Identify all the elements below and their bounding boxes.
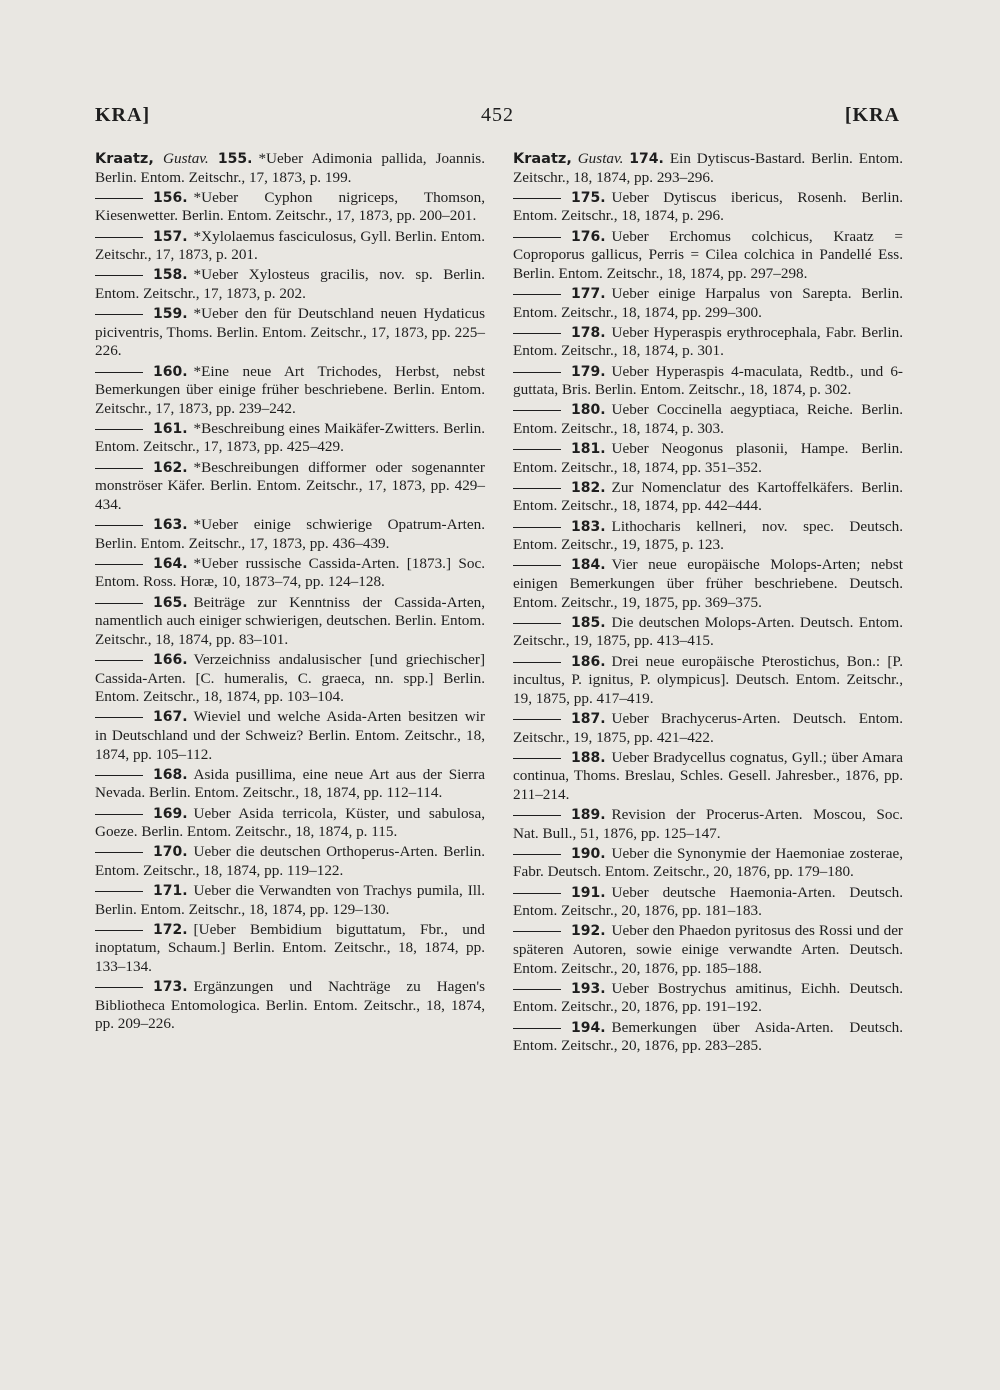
ditto-dash xyxy=(95,198,143,199)
entry-number: 165. xyxy=(153,594,188,611)
entry-text: Ueber Hyperaspis 4-maculata, Redtb., und 6-guttata, Bris. Berlin. Entom. Zeitschr., 18, 1874, p. 302. xyxy=(513,362,903,399)
entry-text: Ueber einige Harpalus von Sarepta. Berlin. Entom. Zeitschr., 18, 1874, pp. 299–300. xyxy=(513,284,903,321)
bibliography-entry xyxy=(513,653,903,709)
entry-number: 175. xyxy=(571,189,606,206)
bibliography-entry xyxy=(513,710,903,747)
entry-number: 164. xyxy=(153,555,188,572)
entry-text: *Beschreibungen difformer oder sogenannter monströser Käfer. Berlin. Entom. Zeitschr., 17, 1873, pp. 429–434. xyxy=(95,458,485,513)
entry-text: Ueber den Phaedon pyritosus des Rossi und der späteren Autoren, sowie einige verwandte Arten. Deutsch. Entom. Zeitschr., 20, 1876, pp. 185–188. xyxy=(513,922,903,977)
entry-text: Drei neue europäische Pterostichus, Bon.: [P. incultus, P. ignitus, P. olympicus]. Deutsch. Entom. Zeitschr., 19, 1875, pp. 417–419. xyxy=(513,652,903,707)
bibliography-entry xyxy=(513,806,903,843)
bibliography-entry xyxy=(513,401,903,438)
ditto-dash xyxy=(513,449,561,450)
ditto-dash xyxy=(513,815,561,816)
ditto-dash xyxy=(513,488,561,489)
entry-text: Ueber die deutschen Orthoperus-Arten. Berlin. Entom. Zeitschr., 18, 1874, pp. 119–122. xyxy=(95,843,485,879)
bibliography-entry xyxy=(95,651,485,707)
bibliography-entry xyxy=(513,614,903,651)
bibliography-entry xyxy=(95,708,485,764)
ditto-dash xyxy=(513,294,561,295)
bibliography-entry xyxy=(513,285,903,322)
entry-text: Ueber Hyperaspis erythrocephala, Fabr. Berlin. Entom. Zeitschr., 18, 1874, p. 301. xyxy=(513,323,903,360)
ditto-dash xyxy=(513,931,561,932)
bibliography-entry xyxy=(95,189,485,226)
entry-text: *Ueber Cyphon nigriceps, Thomson, Kiesenwetter. Berlin. Entom. Zeitschr., 17, 1873, pp. 200–201. xyxy=(95,188,485,225)
right-column xyxy=(513,150,903,1057)
entry-text: Ueber die Verwandten von Trachys pumila, Ill. Berlin. Entom. Zeitschr., 18, 1874, pp. 129–130. xyxy=(95,882,485,918)
entry-text: *Eine neue Art Trichodes, Herbst, nebst Bemerkungen über einige früher beschriebene. Berlin. Entom. Zeitschr., 17, 1873, pp. 239–242. xyxy=(95,362,485,417)
entry-number: 172. xyxy=(153,921,188,938)
entry-number: 157. xyxy=(153,228,188,245)
entry-number: 194. xyxy=(571,1019,606,1036)
ditto-dash xyxy=(513,623,561,624)
ditto-dash xyxy=(513,198,561,199)
entry-text: Ueber Coccinella aegyptiaca, Reiche. Berlin. Entom. Zeitschr., 18, 1874, p. 303. xyxy=(513,401,903,437)
ditto-dash xyxy=(95,603,143,604)
entry-number: 178. xyxy=(571,324,606,341)
entry-text: Vier neue europäische Molops-Arten; nebst einigen Bemerkungen über früher beschriebene. Deutsch. Entom. Zeitschr., 19, 1875, pp. 369–375. xyxy=(513,556,903,611)
entry-number: 179. xyxy=(571,363,606,380)
entry-text: [Ueber Bembidium biguttatum, Fbr., und inoptatum, Schaum.] Berlin. Entom. Zeitschr., 18, 1874, pp. 133–134. xyxy=(95,920,485,976)
bibliography-entry xyxy=(513,228,903,284)
bibliography-entry xyxy=(95,305,485,361)
bibliography-entry xyxy=(95,150,485,187)
entry-number: 160. xyxy=(153,363,188,380)
entry-text: Revision der Procerus-Arten. Moscou, Soc. Nat. Bull., 51, 1876, pp. 125–147. xyxy=(513,806,903,842)
entry-number: 171. xyxy=(153,883,188,900)
entry-text: Ueber Erchomus colchicus, Kraatz = Coproporus gallicus, Perris = Cilea colchica in Pandellé Ess. Berlin. Entom. Zeitschr., 18, 1874, pp. 297–298. xyxy=(513,227,903,282)
entry-text: *Ueber Xylosteus gracilis, nov. sp. Berlin. Entom. Zeitschr., 17, 1873, p. 202. xyxy=(95,266,485,302)
bibliography-entry xyxy=(95,921,485,977)
entry-text: Ueber Brachycerus-Arten. Deutsch. Entom. Zeitschr., 19, 1875, pp. 421–422. xyxy=(513,709,903,746)
bibliography-entry xyxy=(95,363,485,419)
entry-number: 174. xyxy=(629,151,664,167)
entry-number: 161. xyxy=(153,420,188,437)
ditto-dash xyxy=(513,333,561,334)
entry-number: 192. xyxy=(571,923,606,940)
ditto-dash xyxy=(95,429,143,430)
entry-number: 159. xyxy=(153,306,188,323)
entry-number: 190. xyxy=(571,845,606,862)
entry-number: 163. xyxy=(153,517,188,534)
bibliography-entry xyxy=(95,594,485,650)
bibliography-entry xyxy=(513,363,903,400)
ditto-dash xyxy=(95,468,143,469)
entry-text: *Ueber Adimonia pallida, Joannis. Berlin. Entom. Zeitschr., 17, 1873, p. 199. xyxy=(95,150,486,186)
ditto-dash xyxy=(513,662,561,663)
entry-number: 182. xyxy=(571,479,606,496)
bibliography-entry xyxy=(95,766,485,803)
bibliography-entry xyxy=(95,228,485,265)
entry-text: Ergänzungen und Nachträge zu Hagen's Bibliotheca Entomologica. Berlin. Entom. Zeitschr., 18, 1874, pp. 209–226. xyxy=(95,978,485,1033)
ditto-dash xyxy=(95,717,143,718)
ditto-dash xyxy=(95,814,143,815)
entry-number: 158. xyxy=(153,267,188,284)
entry-text: Zur Nomenclatur des Kartoffelkäfers. Berlin. Entom. Zeitschr., 18, 1874, pp. 442–444. xyxy=(513,478,903,515)
ditto-dash xyxy=(95,930,143,931)
ditto-dash xyxy=(513,410,561,411)
entry-text: Verzeichniss andalusischer [und griechischer] Cassida-Arten. [C. humeralis, C. graeca, nn. spp.] Berlin. Entom. Zeitschr., 18, 1874, pp. 103–104. xyxy=(95,650,485,706)
ditto-dash xyxy=(95,372,143,373)
ditto-dash xyxy=(95,987,143,988)
bibliography-entry xyxy=(513,440,903,477)
ditto-dash xyxy=(95,525,143,526)
entry-number: 188. xyxy=(571,749,606,766)
bibliography-entry xyxy=(95,516,485,553)
entry-text: *Xylolaemus fasciculosus, Gyll. Berlin. Entom. Zeitschr., 17, 1873, p. 201. xyxy=(95,227,485,264)
ditto-dash xyxy=(95,564,143,565)
entry-number: 183. xyxy=(571,518,606,535)
bibliography-entry xyxy=(95,266,485,303)
bibliography-entry xyxy=(95,978,485,1034)
bibliography-entry xyxy=(513,324,903,361)
ditto-dash xyxy=(513,854,561,855)
ditto-dash xyxy=(513,565,561,566)
entry-text: Ein Dytiscus-Bastard. Berlin. Entom. Zeitschr., 18, 1874, pp. 293–296. xyxy=(513,150,904,186)
entry-number: 189. xyxy=(571,807,606,824)
entry-text: Asida pusillima, eine neue Art aus der Sierra Nevada. Berlin. Entom. Zeitschr., 18, 1874, pp. 112–114. xyxy=(95,765,485,802)
bibliography-entry xyxy=(95,459,485,515)
ditto-dash xyxy=(95,275,143,276)
bibliography-entry xyxy=(513,479,903,516)
author-name: Kraatz, xyxy=(513,151,572,167)
author-first-name: Gustav. xyxy=(163,150,209,167)
bibliography-entry xyxy=(95,805,485,842)
ditto-dash xyxy=(95,891,143,892)
bibliography-entry xyxy=(513,922,903,978)
entry-number: 180. xyxy=(571,402,606,419)
bibliography-entry xyxy=(95,420,485,457)
bibliography-entry xyxy=(513,845,903,882)
bibliography-entry xyxy=(513,556,903,612)
entry-number: 181. xyxy=(571,441,606,458)
ditto-dash xyxy=(513,719,561,720)
bibliography-entry xyxy=(513,980,903,1017)
entry-number: 170. xyxy=(153,844,188,861)
entry-text: Ueber Bradycellus cognatus, Gyll.; über Amara continua, Thoms. Breslau, Schles. Gesell. Jahresber., 1876, pp. 211–214. xyxy=(513,748,903,803)
entry-number: 156. xyxy=(153,189,188,206)
entry-number: 186. xyxy=(571,653,606,670)
left-column xyxy=(95,150,485,1036)
bibliography-entry xyxy=(513,884,903,921)
bibliography-entry xyxy=(95,555,485,592)
header-left-keyword: KRA] xyxy=(95,104,151,126)
ditto-dash xyxy=(513,372,561,373)
entry-text: Beiträge zur Kenntniss der Cassida-Arten, namentlich auch einiger schwierigen, deutschen. Berlin. Entom. Zeitschr., 18, 1874, pp. 83–101. xyxy=(95,593,485,648)
bibliography-entry xyxy=(513,189,903,226)
header-right-keyword: [KRA xyxy=(844,104,900,126)
entry-number: 191. xyxy=(571,884,606,901)
bibliography-entry xyxy=(95,843,485,880)
bibliography-entry xyxy=(513,518,903,555)
entry-text: *Ueber den für Deutschland neuen Hydaticus piciventris, Thoms. Berlin. Entom. Zeitschr., 17, 1873, pp. 225–226. xyxy=(95,305,485,360)
bibliography-entry xyxy=(513,150,903,187)
entry-text: Ueber Dytiscus ibericus, Rosenh. Berlin. Entom. Zeitschr., 18, 1874, p. 296. xyxy=(513,188,903,225)
entry-number: 177. xyxy=(571,285,606,302)
entry-number: 162. xyxy=(153,459,188,476)
entry-text: *Ueber einige schwierige Opatrum-Arten. Berlin. Entom. Zeitschr., 17, 1873, pp. 436–439. xyxy=(95,516,485,552)
entry-text: Ueber Neogonus plasonii, Hampe. Berlin. Entom. Zeitschr., 18, 1874, pp. 351–352. xyxy=(513,440,903,476)
ditto-dash xyxy=(513,527,561,528)
ditto-dash xyxy=(513,989,561,990)
entry-text: Die deutschen Molops-Arten. Deutsch. Entom. Zeitschr., 19, 1875, pp. 413–415. xyxy=(513,613,903,650)
page-header xyxy=(95,104,900,134)
ditto-dash xyxy=(95,237,143,238)
ditto-dash xyxy=(513,893,561,894)
entry-number: 173. xyxy=(153,979,188,996)
entry-text: *Beschreibung eines Maikäfer-Zwitters. Berlin. Entom. Zeitschr., 17, 1873, pp. 425–429. xyxy=(95,419,485,456)
bibliography-entry xyxy=(513,1019,903,1056)
ditto-dash xyxy=(95,314,143,315)
entry-number: 168. xyxy=(153,766,188,783)
ditto-dash xyxy=(95,852,143,853)
bibliography-entry xyxy=(95,882,485,919)
entry-number: 169. xyxy=(153,805,188,822)
entry-text: Ueber deutsche Haemonia-Arten. Deutsch. Entom. Zeitschr., 20, 1876, pp. 181–183. xyxy=(513,883,903,920)
page-number: 452 xyxy=(481,104,514,126)
entry-text: Ueber Asida terricola, Küster, und sabulosa, Goeze. Berlin. Entom. Zeitschr., 18, 1874, p. 115. xyxy=(95,804,485,841)
entry-text: Lithocharis kellneri, nov. spec. Deutsch. Entom. Zeitschr., 19, 1875, p. 123. xyxy=(513,517,903,554)
entry-text: Ueber Bostrychus amitinus, Eichh. Deutsch. Entom. Zeitschr., 20, 1876, pp. 191–192. xyxy=(513,979,903,1016)
author-name: Kraatz, xyxy=(95,151,154,167)
entry-number: 166. xyxy=(153,651,188,668)
bibliography-entry xyxy=(513,749,903,805)
ditto-dash xyxy=(513,1028,561,1029)
entry-number: 155. xyxy=(217,151,253,167)
entry-text: Ueber die Synonymie der Haemoniae zosterae, Fabr. Deutsch. Entom. Zeitschr., 20, 1876, pp. 179–180. xyxy=(513,844,903,881)
entry-number: 176. xyxy=(571,228,606,245)
entry-number: 187. xyxy=(571,710,606,727)
entry-number: 193. xyxy=(571,980,606,997)
author-first-name: Gustav. xyxy=(577,150,624,167)
entry-number: 167. xyxy=(153,709,188,726)
entry-text: Bemerkungen über Asida-Arten. Deutsch. Entom. Zeitschr., 20, 1876, pp. 283–285. xyxy=(513,1018,903,1055)
ditto-dash xyxy=(513,237,561,238)
entry-number: 185. xyxy=(571,614,606,631)
entry-text: *Ueber russische Cassida-Arten. [1873.] Soc. Entom. Ross. Horæ, 10, 1873–74, pp. 124–128. xyxy=(95,554,485,591)
entry-text: Wieviel und welche Asida-Arten besitzen wir in Deutschland und der Schweiz? Berlin. Entom. Zeitschr., 18, 1874, pp. 105–112. xyxy=(95,708,485,763)
ditto-dash xyxy=(513,758,561,759)
ditto-dash xyxy=(95,775,143,776)
entry-number: 184. xyxy=(571,557,606,574)
ditto-dash xyxy=(95,660,143,661)
